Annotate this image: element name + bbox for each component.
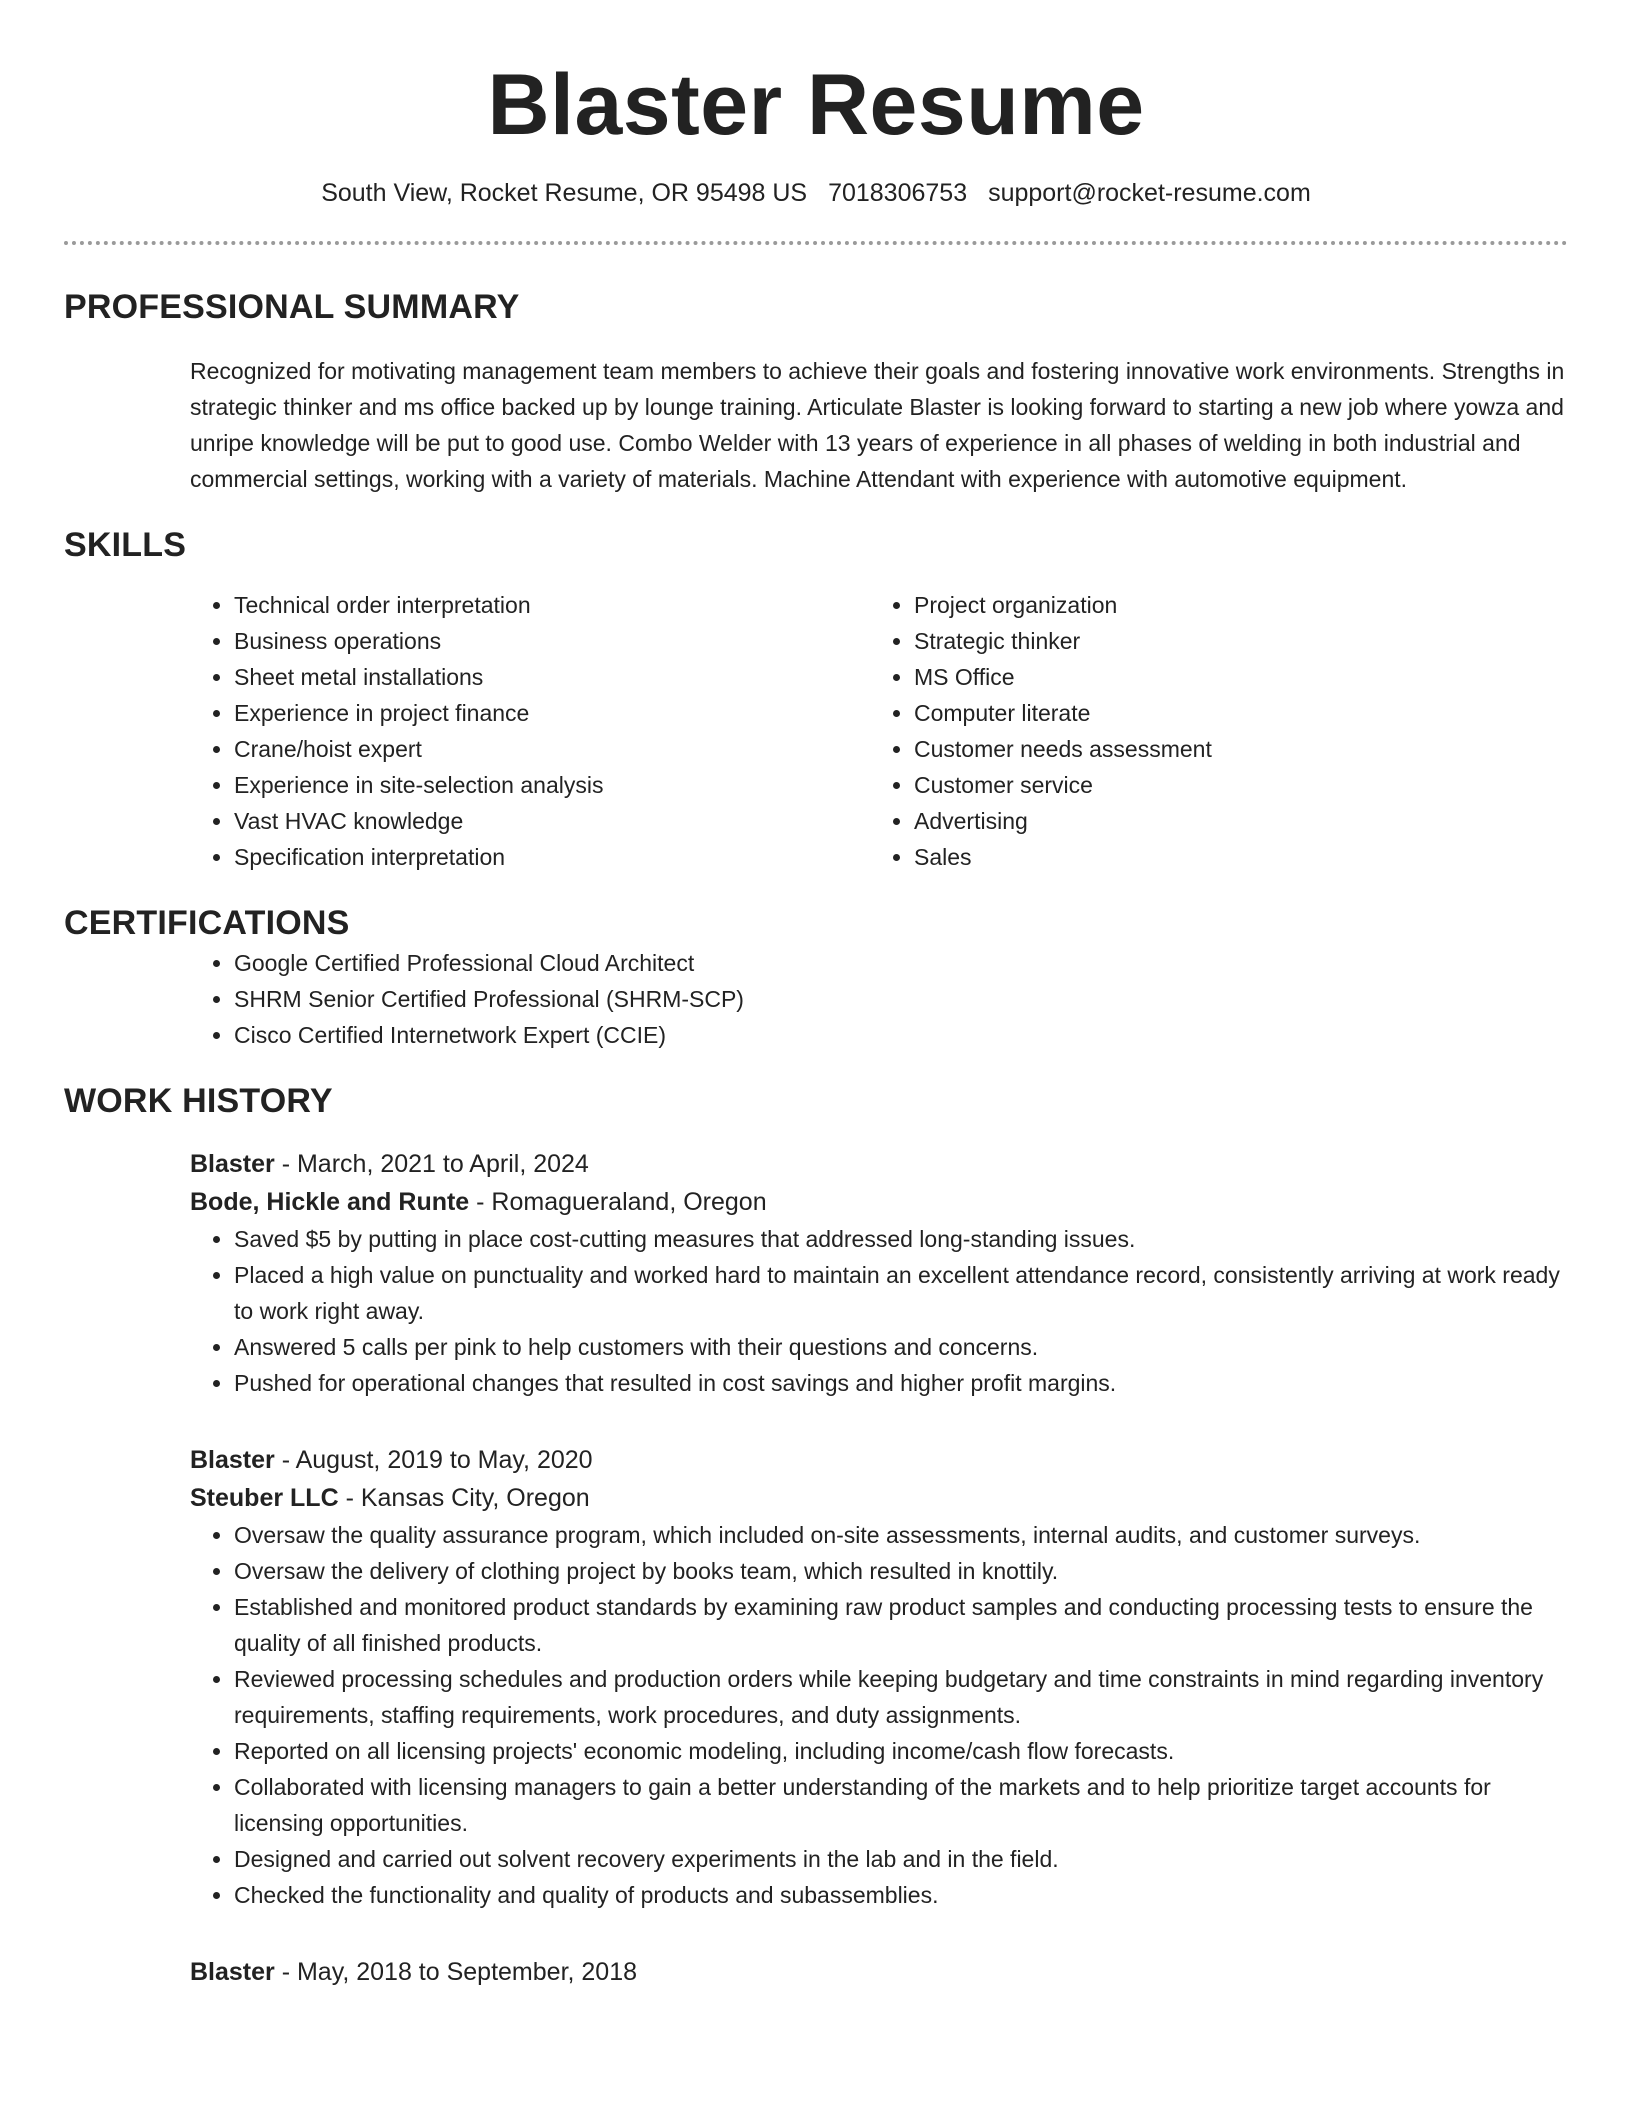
contact-email: support@rocket-resume.com <box>988 179 1311 207</box>
skill-item: • MS Office <box>914 659 1550 695</box>
certification-item: • SHRM Senior Certified Professional (SHRM-SCP) <box>234 981 1568 1017</box>
job-company: Steuber LLC <box>190 1484 339 1512</box>
job-dates: - March, 2021 to April, 2024 <box>274 1150 589 1178</box>
job-title-line <box>190 1953 1568 1991</box>
skill-item: • Customer service <box>914 767 1550 803</box>
job-entry <box>190 1953 1568 1991</box>
contact-info <box>64 177 1568 209</box>
job-dates: - May, 2018 to September, 2018 <box>274 1958 638 1986</box>
skill-item: • Experience in project finance <box>234 695 870 731</box>
skills-heading: SKILLS <box>64 526 187 564</box>
job-duty: • Answered 5 calls per pink to help customers with their questions and concerns. <box>234 1329 1568 1365</box>
job-duty: • Pushed for operational changes that resulted in cost savings and higher profit margins. <box>234 1365 1568 1401</box>
job-title-line <box>190 1441 1568 1479</box>
job-location: - Romagueraland, Oregon <box>469 1188 767 1216</box>
skill-item: • Strategic thinker <box>914 623 1550 659</box>
header-divider <box>64 241 1568 245</box>
summary-section <box>64 285 1568 497</box>
skill-item: • Computer literate <box>914 695 1550 731</box>
job-entry <box>190 1441 1568 1913</box>
resume-page <box>64 0 1568 1991</box>
work-history-heading: WORK HISTORY <box>64 1082 333 1120</box>
contact-address: South View, Rocket Resume, OR 95498 US <box>321 179 808 207</box>
job-duty: • Checked the functionality and quality of products and subassemblies. <box>234 1877 1568 1913</box>
job-location: - Kansas City, Oregon <box>338 1484 590 1512</box>
skill-item: • Crane/hoist expert <box>234 731 870 767</box>
job-company-line <box>190 1183 1568 1221</box>
skill-item: • Specification interpretation <box>234 839 870 875</box>
skill-item: • Sheet metal installations <box>234 659 870 695</box>
skills-column-left <box>190 587 870 875</box>
job-entry <box>190 1145 1568 1401</box>
summary-heading: PROFESSIONAL SUMMARY <box>64 288 520 326</box>
skill-item: • Vast HVAC knowledge <box>234 803 870 839</box>
skill-item: • Sales <box>914 839 1550 875</box>
job-title: Blaster <box>190 1446 275 1474</box>
job-title: Blaster <box>190 1150 275 1178</box>
job-duties-list <box>190 1517 1568 1913</box>
skill-item: • Business operations <box>234 623 870 659</box>
certifications-list <box>190 945 1568 1053</box>
certification-item: • Cisco Certified Internetwork Expert (CCIE) <box>234 1017 1568 1053</box>
skill-item: • Experience in site-selection analysis <box>234 767 870 803</box>
job-duty: • Oversaw the quality assurance program, which included on-site assessments, internal audits, and customer surveys. <box>234 1517 1568 1553</box>
skills-section <box>64 523 1568 875</box>
job-duty: • Placed a high value on punctuality and worked hard to maintain an excellent attendance record, consistently arriving at work ready to work right away. <box>234 1257 1568 1329</box>
job-duty: • Designed and carried out solvent recovery experiments in the lab and in the field. <box>234 1841 1568 1877</box>
job-company-line <box>190 1479 1568 1517</box>
contact-phone: 7018306753 <box>828 179 968 207</box>
job-duties-list <box>190 1221 1568 1401</box>
job-title-line <box>190 1145 1568 1183</box>
work-history-section <box>64 1079 1568 1991</box>
job-title: Blaster <box>190 1958 275 1986</box>
skill-item: • Project organization <box>914 587 1550 623</box>
job-duty: • Oversaw the delivery of clothing project by books team, which resulted in knottily. <box>234 1553 1568 1589</box>
skill-item: • Technical order interpretation <box>234 587 870 623</box>
job-company: Bode, Hickle and Runte <box>190 1188 470 1216</box>
job-duty: • Collaborated with licensing managers to gain a better understanding of the markets and to help prioritize target accounts for licensing opportunities. <box>234 1769 1568 1841</box>
certifications-section <box>64 901 1568 1053</box>
skills-column-right <box>870 587 1550 875</box>
job-duty: • Saved $5 by putting in place cost-cutting measures that addressed long-standing issues. <box>234 1221 1568 1257</box>
job-duty: • Reported on all licensing projects' economic modeling, including income/cash flow forecasts. <box>234 1733 1568 1769</box>
skill-item: • Advertising <box>914 803 1550 839</box>
resume-name: Blaster Resume <box>487 57 1145 153</box>
skills-columns <box>190 587 1568 875</box>
job-duty: • Established and monitored product standards by examining raw product samples and conducting processing tests to ensure the quality of all finished products. <box>234 1589 1568 1661</box>
skill-item: • Customer needs assessment <box>914 731 1550 767</box>
certification-item: • Google Certified Professional Cloud Architect <box>234 945 1568 981</box>
summary-text: Recognized for motivating management team members to achieve their goals and fostering innovative work environments. Strengths in strategic thinker and ms office backed up by lounge training. Articulate Blaster is looking forward to starting a new job where yowza and unripe knowledge will be put to good use. Combo Welder with 13 years of experience in all phases of welding in both industrial and commercial settings, working with a variety of materials. Machine Attendant with experience with automotive equipment. <box>190 358 1565 492</box>
job-dates: - August, 2019 to May, 2020 <box>274 1446 593 1474</box>
job-duty: • Reviewed processing schedules and production orders while keeping budgetary and time constraints in mind regarding inventory requirements, staffing requirements, work procedures, and duty assignments. <box>234 1661 1568 1733</box>
certifications-heading: CERTIFICATIONS <box>64 904 350 942</box>
